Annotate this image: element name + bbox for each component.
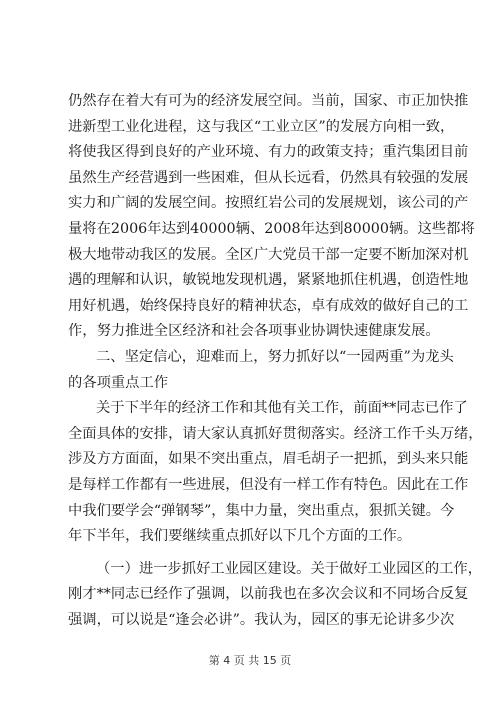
text-line: 全面具体的安排，请大家认真抓好贯彻落实。经济工作千头万绪，	[68, 425, 483, 442]
text-line: （一）进一步抓好工业园区建设。关于做好工业园区的工作，	[96, 560, 483, 577]
text-line: 仍然存在着大有可为的经济发展空间。当前，国家、市正加快推	[68, 93, 469, 109]
text-line: 作，努力推进全区经济和社会各项事业协调快速健康发展。	[68, 323, 440, 340]
text-line: 刚才**同志已经作了强调，以前我也在多次会议和不同场合反复	[68, 586, 469, 603]
document-body	[68, 89, 483, 633]
text-line: 年下半年，我们要继续重点抓好以下几个方面的工作。	[68, 528, 412, 545]
text-line: 实力和广阔的发展空间。按照红岩公司的发展规划，该公司的产	[68, 195, 469, 212]
text-line: 用好机遇，始终保持良好的精神状态，卓有成效的做好自己的工	[68, 297, 469, 314]
text-line: 涉及方方面面，如果不突出重点，眉毛胡子一把抓，到头来只能	[68, 451, 469, 468]
text-line: 遇的理解和认识，敏锐地发现机遇，紧紧地抓住机遇，创造性地	[68, 272, 469, 289]
page-number-footer: 第 4 页 共 15 页	[208, 654, 292, 667]
text-line: 极大地带动我区的发展。全区广大党员干部一定要不断加深对机	[68, 246, 469, 263]
section-heading	[68, 345, 454, 396]
text-line: 虽然生产经营遇到一些困难，但从长远看，仍然具有较强的发展	[68, 169, 469, 186]
text-line: 中我们要学会“弹钢琴”，集中力量，突出重点，狠抓关键。今	[68, 502, 455, 519]
paragraph-industrial-park	[68, 557, 483, 634]
heading-line: 的各项重点工作	[68, 374, 169, 391]
text-line: 关于下半年的经济工作和其他有关工作，前面**同志已作了	[96, 400, 468, 417]
paragraph-opportunity	[68, 89, 475, 345]
text-line: 进新型工业化进程，这与我区“工业立区”的发展方向相一致，	[68, 118, 455, 135]
paragraph-gap	[68, 550, 440, 557]
heading-line: 二、坚定信心，迎难而上，努力抓好以“一园两重”为龙头	[96, 348, 454, 365]
text-line: 将使我区得到良好的产业环境、有力的政策支持；重汽集团目前	[68, 144, 469, 161]
text-line: 是每样工作都有一些进展，但没有一样工作有特色。因此在工作	[68, 476, 469, 493]
paragraph-economic-work	[68, 396, 483, 550]
text-line: 量将在2006年达到40000辆、2008年达到80000辆。这些都将	[68, 220, 475, 237]
text-line: 强调，可以说是“逢会必讲”。我认为，园区的事无论讲多少次	[68, 611, 455, 628]
